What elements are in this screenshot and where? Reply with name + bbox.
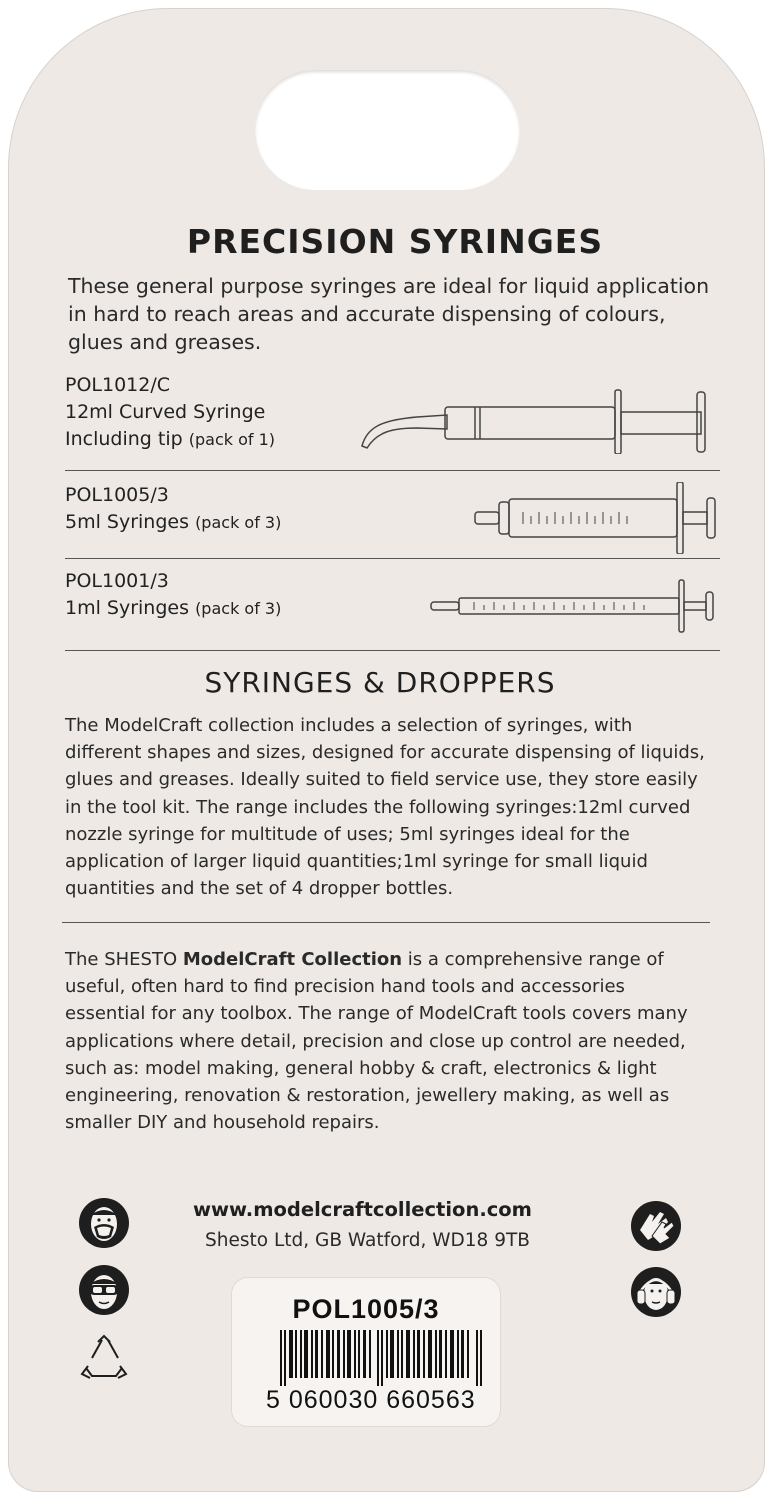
- barcode-bars: [280, 1330, 486, 1386]
- section-heading: SYRINGES & DROPPERS: [204, 666, 556, 699]
- product-code: POL1001/3: [65, 570, 169, 592]
- curved-syringe-icon: [357, 382, 719, 454]
- product-code: POL1005/3: [65, 484, 169, 506]
- about-prefix: The SHESTO: [65, 949, 183, 970]
- product-pack: (pack of 3): [195, 513, 282, 532]
- recycle-icon: [78, 1332, 130, 1384]
- dust-mask-icon: [78, 1197, 130, 1249]
- product-row: [65, 568, 720, 651]
- product-desc-text: 1ml Syringes: [65, 597, 190, 619]
- barcode-product-code: POL1005/3: [292, 1294, 440, 1324]
- about-rest: is a comprehensive range of useful, often hard to find precision hand tools and accessories essential for any toolbox. The range of ModelCraft tools covers many applications where detail, precision and close up control are needed, such as: model making, general hobby & craft, electronics & light engineering, renovation & restoration, jewellery making, as well as smaller DIY and household repairs.: [65, 949, 688, 1134]
- gloves-icon: [630, 1200, 682, 1252]
- product-code: POL1012/C: [65, 374, 171, 396]
- hang-hole: [255, 70, 520, 190]
- section-text: The ModelCraft collection includes a selection of syringes, with different shapes and sizes, designed for accurate dispensing of liquids, glues and greases. Ideally suited to field service use, they store easily in the tool kit. The range includes the following syringes:12ml curved nozzle syringe for multitude of uses; 5ml syringes ideal for the application of larger liquid quantities;1ml syringe for small liquid quantities and the set of 4 dropper bottles.: [65, 715, 705, 900]
- ear-defenders-icon: [630, 1266, 682, 1318]
- about-text: [65, 946, 705, 1136]
- safety-goggles-icon: [78, 1264, 130, 1316]
- intro-text: These general purpose syringes are ideal for liquid application in hard to reach areas and accurate dispensing of colours, glues and greases.: [68, 274, 710, 354]
- product-desc: 12ml Curved Syringe: [65, 401, 266, 423]
- syringe-5ml-icon: [473, 482, 721, 554]
- syringe-1ml-icon: [429, 578, 719, 634]
- website: www.modelcraftcollection.com: [193, 1198, 533, 1221]
- barcode-number: 5 060030 660563: [266, 1386, 476, 1414]
- barcode-label: [232, 1278, 500, 1426]
- about-brand: ModelCraft Collection: [182, 949, 403, 970]
- product-desc-text: 5ml Syringes: [65, 511, 190, 533]
- page-title: PRECISION SYRINGES: [186, 222, 604, 261]
- product-pack: (pack of 3): [195, 599, 282, 618]
- divider: [62, 922, 710, 923]
- product-row: [65, 482, 720, 559]
- product-pack: (pack of 1): [188, 430, 276, 449]
- product-desc-tip: Including tip: [65, 428, 183, 450]
- company-address: Shesto Ltd, GB Watford, WD18 9TB: [205, 1230, 530, 1251]
- product-row: [65, 372, 720, 471]
